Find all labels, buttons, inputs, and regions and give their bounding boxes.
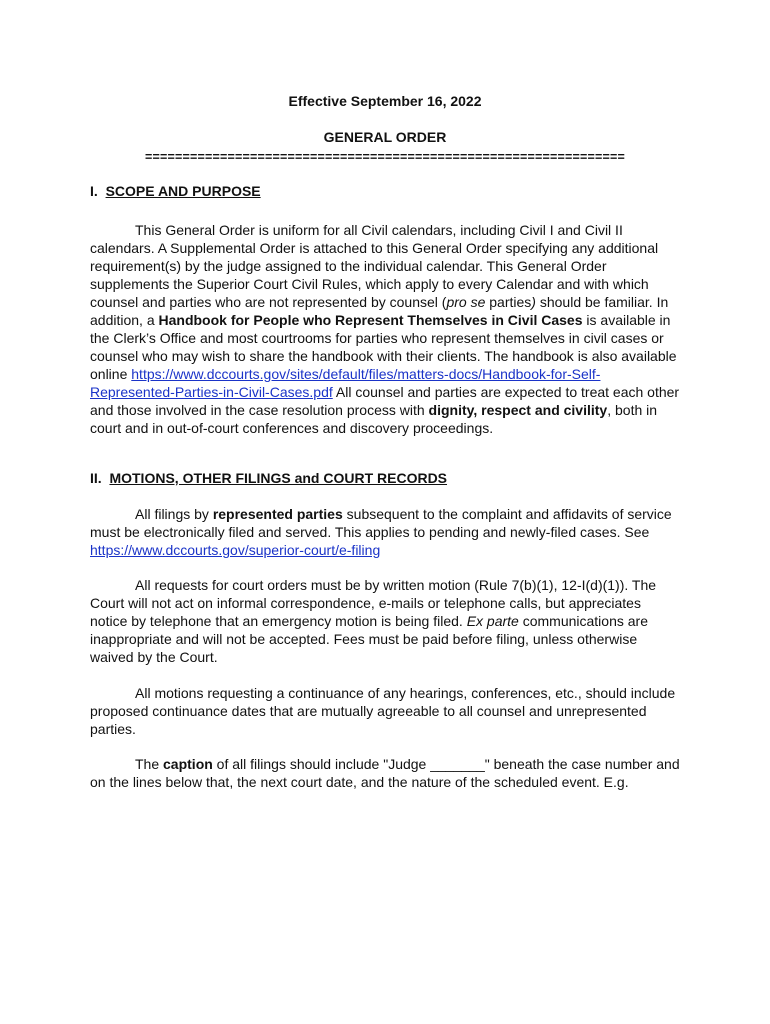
text-run: subsequent to the complaint and affidavits of service must be electronically filed and served. This applies to pending and newly-filed cases. See (90, 506, 672, 540)
requests-paragraph (90, 576, 680, 666)
efiling-paragraph (90, 505, 680, 559)
section-title: MOTIONS, OTHER FILINGS and COURT RECORDS (109, 470, 448, 486)
text-run: All motions requesting a continuance of any hearings, conferences, etc., should include proposed continuance dates that are mutually agreeable to all counsel and unrepresented parties. (90, 685, 676, 737)
efiling-link[interactable]: https://www.dccourts.gov/superior-court/e-filing (90, 542, 381, 558)
text-run: of all filings should include "Judge _______" beneath the case number and on the lines below that, the next court date, and the nature of the scheduled event. E.g. (90, 756, 680, 790)
section-heading-scope (90, 183, 261, 199)
bold-text: dignity, respect and civility (428, 402, 608, 418)
scope-paragraph (90, 221, 680, 437)
handbook-title: Handbook for People who Represent Themselves in Civil Cases (158, 312, 583, 328)
italic-text: Ex parte (466, 613, 519, 629)
text-run: , both in court and in out-of-court conferences and discovery proceedings. (90, 402, 658, 436)
bold-text: caption (163, 756, 213, 772)
text-run: This General Order is uniform for all Civil calendars, including Civil I and Civil II calendars. A Supplemental Order is attached to this General Order specifying any additional requirement(s) by the judge assigned to the individual calendar. This General Order supplements the Superior Court Civil Rules, which apply to every Calendar and with which counsel and parties who are not represented by counsel ( (90, 222, 659, 310)
section-number: II. (90, 470, 102, 486)
handbook-link[interactable]: https://www.dccourts.gov/sites/default/files/matters-docs/Handbook-for-Self-Represented-Parties-in-Civil-Cases.pdf (90, 366, 601, 400)
text-run: The (135, 756, 164, 772)
text-run: All counsel and parties are expected to treat each other and those involved in the case resolution process with (90, 384, 680, 418)
text-run: is available in the Clerk’s Office and most courtrooms for parties who represent themselves in civil cases or counsel who may wish to share the handbook with their clients. The handbook is also available online (90, 312, 677, 382)
section-heading-motions (90, 470, 447, 486)
section-number: I. (90, 183, 98, 199)
document-title: GENERAL ORDER (323, 129, 447, 145)
text-run: All filings by (135, 506, 213, 522)
text-run: should be familiar. In addition, a (90, 294, 669, 328)
text-run: All requests for court orders must be by written motion (Rule 7(b)(1), 12-I(d)(1)). The Court will not act on informal correspondence, e-mails or telephone calls, but appreciates notice by telephone that an emergency motion is being filed. (90, 577, 657, 629)
italic-text: ) (531, 294, 536, 310)
separator-rule: ================================================================ (145, 150, 625, 164)
section-title: SCOPE AND PURPOSE (105, 183, 261, 199)
text-run: parties (485, 294, 532, 310)
text-run: communications are inappropriate and will not be accepted. Fees must be paid before filing, unless otherwise waived by the Court. (90, 613, 648, 665)
continuance-paragraph (90, 684, 680, 738)
caption-paragraph (90, 755, 680, 791)
bold-text: represented parties (212, 506, 343, 522)
italic-text: pro se (446, 294, 486, 310)
effective-date: Effective September 16, 2022 (288, 93, 482, 109)
